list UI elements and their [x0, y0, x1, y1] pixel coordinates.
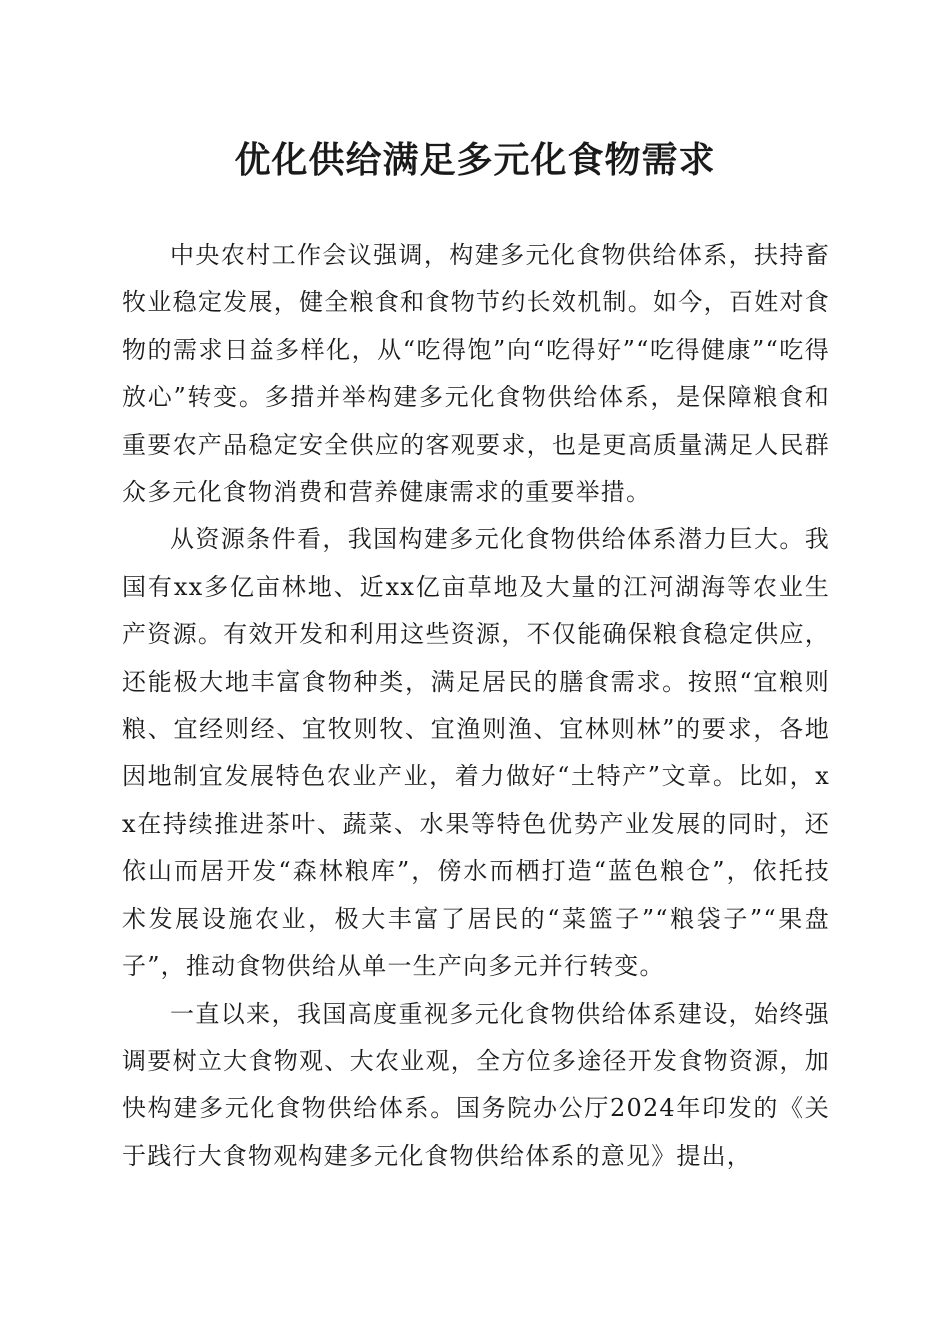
paragraph-3: 一直以来，我国高度重视多元化食物供给体系建设，始终强调要树立大食物观、大农业观，全方位多途径开发食物资源，加快构建多元化食物供给体系。国务院办公厅2024年印发的《关于践行大食物观构建多元化食物供给体系的意见》提出，	[122, 999, 830, 1170]
paragraph-2: 从资源条件看，我国构建多元化食物供给体系潜力巨大。我国有xx多亿亩林地、近xx亿亩草地及大量的江河湖海等农业生产资源。有效开发和利用这些资源，不仅能确保粮食稳定供应，还能极大地丰富食物种类，满足居民的膳食需求。按照“宜粮则粮、宜经则经、宜牧则牧、宜渔则渔、宜林则林”的要求，各地因地制宜发展特色农业产业，着力做好“土特产”文章。比如，xx在持续推进茶叶、蔬菜、水果等特色优势产业发展的同时，还依山而居开发“森林粮库”，傍水而栖打造“蓝色粮仓”，依托技术发展设施农业，极大丰富了居民的“菜篮子”“粮袋子”“果盘子”，推动食物供给从单一生产向多元并行转变。	[122, 525, 830, 981]
document-title: 优化供给满足多元化食物需求	[234, 139, 716, 181]
paragraph-1: 中央农村工作会议强调，构建多元化食物供给体系，扶持畜牧业稳定发展，健全粮食和食物节约长效机制。如今，百姓对食物的需求日益多样化，从“吃得饱”向“吃得好”“吃得健康”“吃得放心”转变。多措并举构建多元化食物供给体系，是保障粮食和重要农产品稳定安全供应的客观要求，也是更高质量满足人民群众多元化食物消费和营养健康需求的重要举措。	[122, 241, 830, 507]
document-body	[122, 232, 830, 1180]
